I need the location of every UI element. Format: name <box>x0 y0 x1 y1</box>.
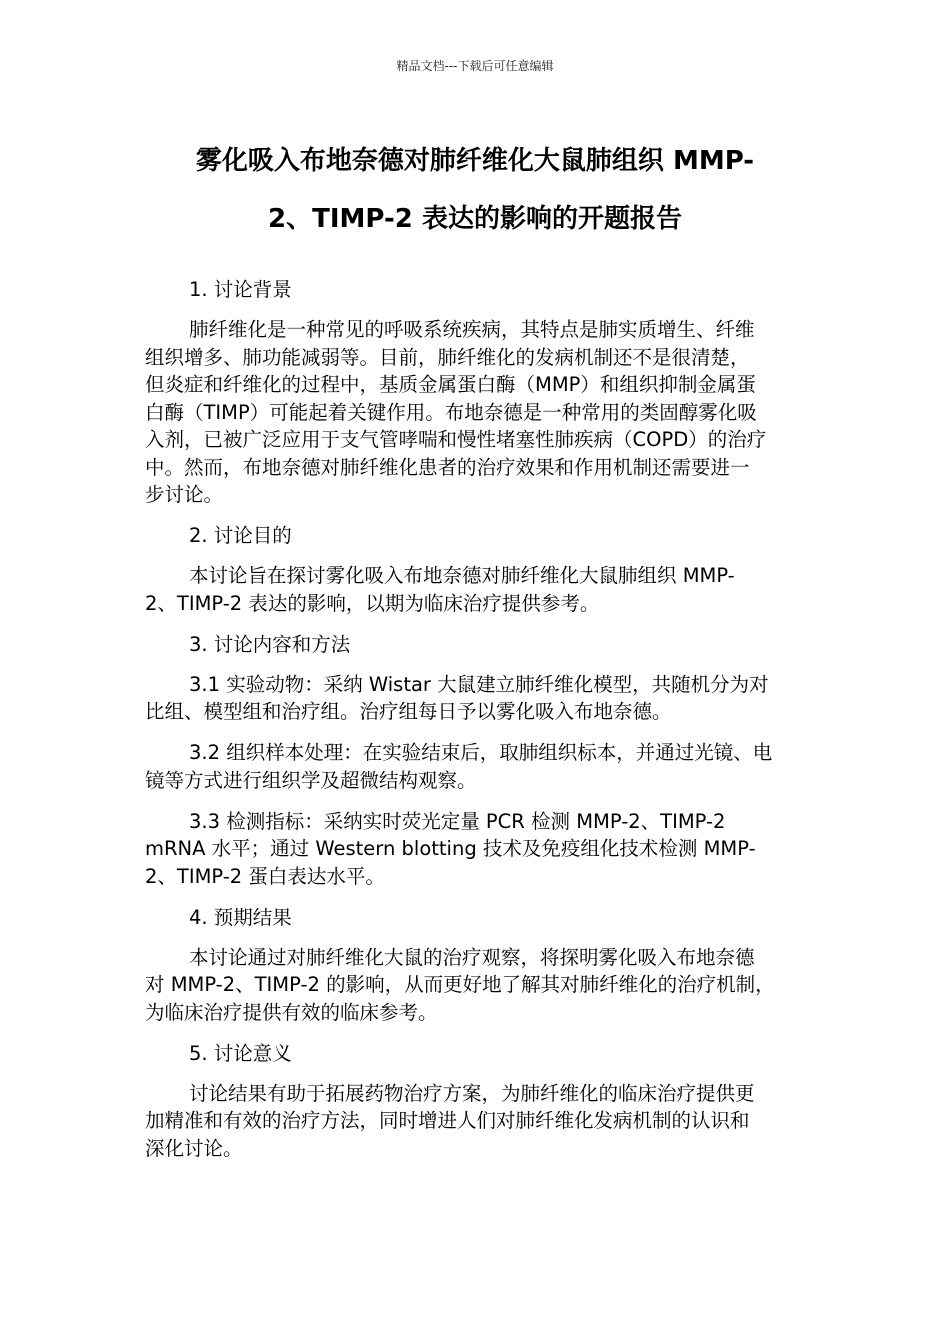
section-3-2-paragraph <box>145 739 810 794</box>
paragraph-line: 加精准和有效的治疗方法，同时增进人们对肺纤维化发病机制的认识和 <box>145 1109 750 1132</box>
paragraph-line: 镜等方式进行组织学及超微结构观察。 <box>145 768 477 792</box>
paragraph-line: 3.1 实验动物：采纳 Wistar 大鼠建立肺纤维化模型，共随机分为对 <box>189 672 769 696</box>
paragraph-line: 但炎症和纤维化的过程中，基质金属蛋白酶（MMP）和组织抑制金属蛋 <box>145 373 756 396</box>
paragraph-line: 深化讨论。 <box>145 1136 243 1160</box>
document-title-line-2: 2、TIMP-2 表达的影响的开题报告 <box>268 204 682 234</box>
section-3-1-paragraph <box>145 671 810 726</box>
paragraph-line: 步讨论。 <box>145 483 224 506</box>
section-4-heading: 4. 预期结果 <box>189 905 292 929</box>
paragraph-line: 3.2 组织样本处理：在实验结束后，取肺组织标本，并通过光镜、电 <box>189 741 773 764</box>
section-5-heading: 5. 讨论意义 <box>189 1041 292 1065</box>
section-1-paragraph <box>145 316 810 509</box>
section-2-paragraph <box>145 562 810 617</box>
paragraph-line: 2、TIMP-2 表达的影响，以期为临床治疗提供参考。 <box>145 591 600 615</box>
paragraph-line: 入剂，已被广泛应用于支气管哮喘和慢性堵塞性肺疾病（COPD）的治疗 <box>145 428 767 451</box>
document-title-line-1: 雾化吸入布地奈德对肺纤维化大鼠肺组织 MMP- <box>195 146 755 176</box>
section-3-heading: 3. 讨论内容和方法 <box>189 632 351 656</box>
section-5-paragraph <box>145 1080 810 1163</box>
paragraph-line: 讨论结果有助于拓展药物治疗方案，为肺纤维化的临床治疗提供更 <box>189 1081 755 1105</box>
paragraph-line: 本讨论通过对肺纤维化大鼠的治疗观察，将探明雾化吸入布地奈德 <box>189 945 755 969</box>
document-body <box>145 276 810 1176</box>
paragraph-line: 3.3 检测指标：采纳实时荧光定量 PCR 检测 MMP-2、TIMP-2 <box>189 809 726 833</box>
section-4-paragraph <box>145 944 810 1027</box>
section-3-3-paragraph <box>145 808 810 891</box>
paragraph-line: 白酶（TIMP）可能起着关键作用。布地奈德是一种常用的类固醇雾化吸 <box>145 400 757 424</box>
paragraph-line: 肺纤维化是一种常见的呼吸系统疾病，其特点是肺实质增生、纤维 <box>189 318 755 341</box>
document-title <box>140 132 810 248</box>
paragraph-line: 组织增多、肺功能减弱等。目前，肺纤维化的发病机制还不是很清楚， <box>145 345 750 369</box>
header-note: 精品文档---下载后可任意编辑 <box>396 59 554 73</box>
paragraph-line: mRNA 水平；通过 Western blotting 技术及免疫组化技术检测 MMP- <box>145 837 756 860</box>
paragraph-line: 比组、模型组和治疗组。治疗组每日予以雾化吸入布地奈德。 <box>145 700 672 723</box>
paragraph-line: 对 MMP-2、TIMP-2 的影响，从而更好地了解其对肺纤维化的治疗机制， <box>145 973 775 996</box>
section-2-heading: 2. 讨论目的 <box>189 524 292 547</box>
section-1-heading: 1. 讨论背景 <box>189 278 292 301</box>
paragraph-line: 本讨论旨在探讨雾化吸入布地奈德对肺纤维化大鼠肺组织 MMP- <box>189 564 735 587</box>
paragraph-line: 2、TIMP-2 蛋白表达水平。 <box>145 864 385 888</box>
paragraph-line: 为临床治疗提供有效的临床参考。 <box>145 1000 438 1024</box>
paragraph-line: 中。然而，布地奈德对肺纤维化患者的治疗效果和作用机制还需要进一 <box>145 455 750 479</box>
